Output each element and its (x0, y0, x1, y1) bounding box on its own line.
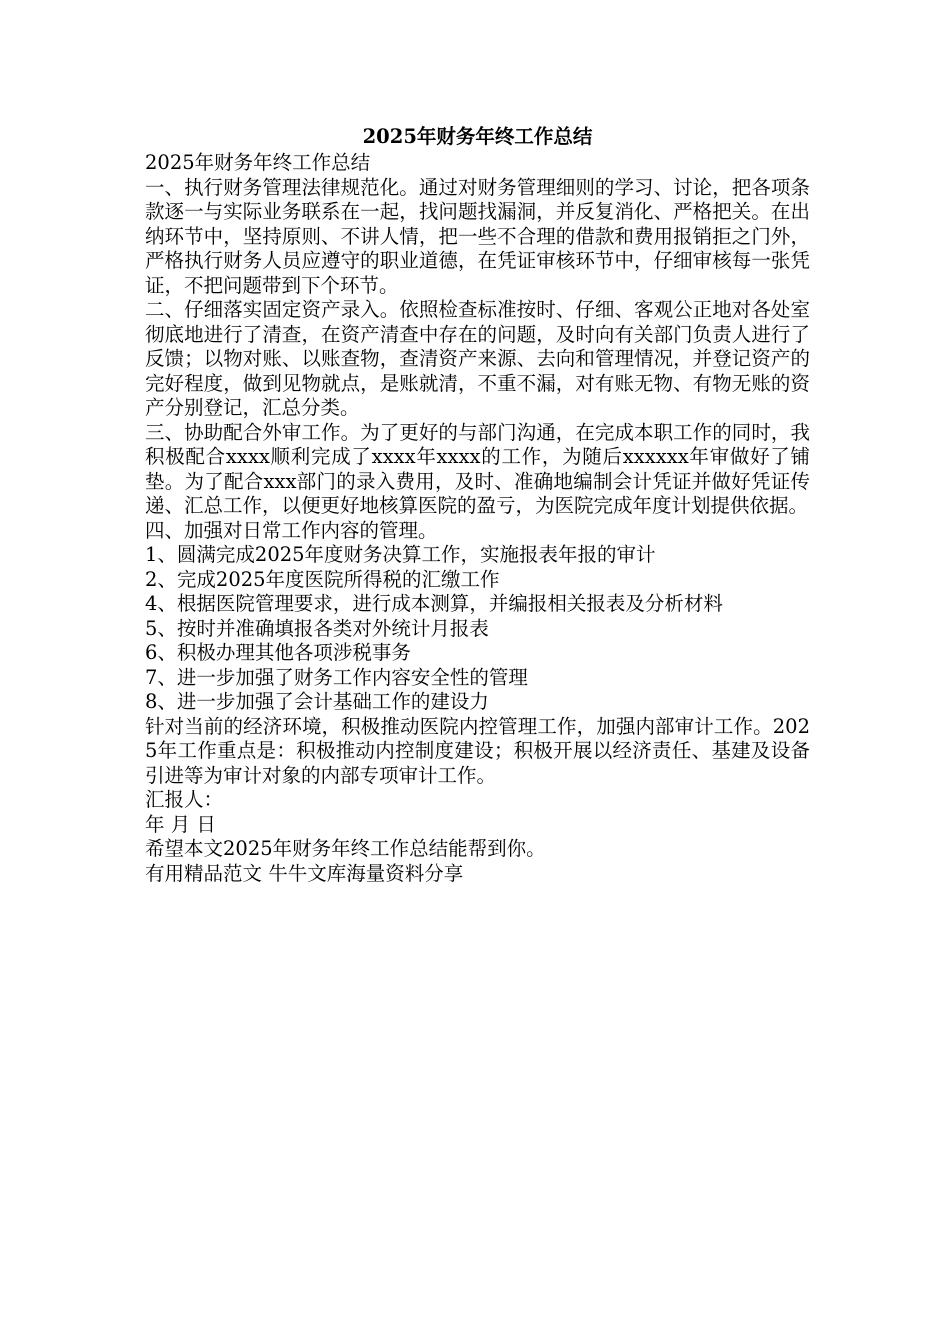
list-item: 6、积极办理其他各项涉税事务 (145, 641, 411, 664)
document-body (145, 123, 810, 886)
paragraph-section-3: 三、协助配合外审工作。为了更好的与部门沟通，在完成本职工作的同时，我积极配合xxxx顺利完成了xxxx年xxxx的工作，为随后xxxxxx年审做好了铺垫。为了配合xxx部门的录入费用，及时、准确地编制会计凭证并做好凭证传递、汇总工作，以便更好地核算医院的盈亏，为医院完成年度计划提供依据。 (145, 420, 810, 517)
date-line: 年 月 日 (145, 812, 216, 836)
list-item: 5、按时并准确填报各类对外统计月报表 (145, 616, 489, 640)
list-item: 2、完成2025年度医院所得税的汇缴工作 (145, 567, 500, 591)
document-title: 2025年财务年终工作总结 (362, 125, 593, 148)
list-item: 8、进一步加强了会计基础工作的建设力 (145, 690, 489, 713)
paragraph-section-2: 二、仔细落实固定资产录入。依照检查标准按时、仔细、客观公正地对各处室彻底地进行了清查，在资产清查中存在的问题，及时向有关部门负责人进行了反馈；以物对账、以账查物，查清资产来源、去向和管理情况，并登记资产的完好程度，做到见物就点，是账就清，不重不漏，对有账无物、有物无账的资产分别登记，汇总分类。 (145, 298, 810, 419)
paragraph-section-4-heading: 四、加强对日常工作内容的管理。 (145, 518, 438, 542)
reporter-label: 汇报人： (145, 788, 224, 811)
paragraph-subtitle: 2025年财务年终工作总结 (145, 151, 371, 174)
closing-note: 希望本文2025年财务年终工作总结能帮到你。 (145, 837, 546, 860)
list-item: 1、圆满完成2025年度财务决算工作，实施报表年报的审计 (145, 543, 656, 566)
paragraph-section-1: 一、执行财务管理法律规范化。通过对财务管理细则的学习、讨论，把各项条款逐一与实际业务联系在一起，找问题找漏洞，并反复消化、严格把关。在出纳环节中，坚持原则、不讲人情，把一些不合理的借款和费用报销拒之门外，严格执行财务人员应遵守的职业道德，在凭证审核环节中，仔细审核每一张凭证，不把问题带到下个环节。 (145, 175, 810, 297)
paragraph-summary: 针对当前的经济环境，积极推动医院内控管理工作，加强内部审计工作。2025年工作重点是：积极推动内控制度建设；积极开展以经济责任、基建及设备引进等为审计对象的内部专项审计工作。 (145, 714, 810, 787)
list-item: 7、进一步加强了财务工作内容安全性的管理 (145, 665, 528, 689)
list-item: 4、根据医院管理要求，进行成本测算，并编报相关报表及分析材料 (145, 592, 723, 615)
footer-source: 有用精品范文 牛牛文库海量资料分享 (145, 861, 464, 885)
